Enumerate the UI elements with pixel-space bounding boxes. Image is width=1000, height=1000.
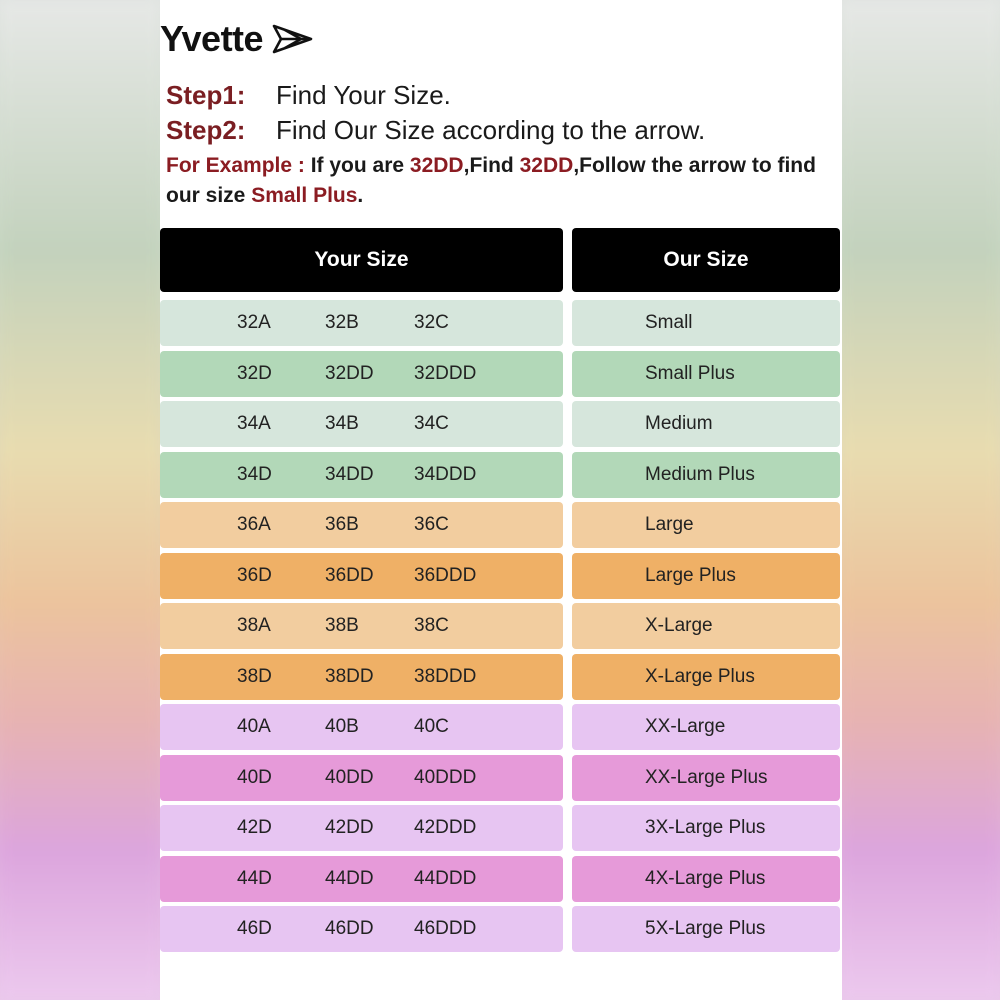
example-prefix: For Example : [166, 154, 305, 177]
our-size-cell: Small Plus [572, 351, 840, 397]
your-size-value: 40B [325, 716, 359, 737]
example-part: If you are [304, 154, 410, 177]
step-2-text: Find Our Size according to the arrow. [276, 115, 706, 145]
your-size-value: 32B [325, 312, 359, 333]
our-size-cell: Small [572, 300, 840, 346]
your-size-value: 46DD [325, 918, 374, 939]
your-size-value: 34A [237, 413, 271, 434]
your-size-value: 40DD [325, 767, 374, 788]
example-part: ,Find [463, 154, 520, 177]
header-our-size: Our Size [572, 228, 840, 292]
your-size-value: 38DD [325, 666, 374, 687]
table-row [160, 300, 842, 346]
your-size-cell [160, 603, 563, 649]
your-size-value: 34DDD [414, 464, 477, 485]
your-size-value: 36B [325, 514, 359, 535]
your-size-value: 38DDD [414, 666, 477, 687]
your-size-cell [160, 502, 563, 548]
table-row [160, 502, 842, 548]
your-size-value: 32A [237, 312, 271, 333]
your-size-value: 36DD [325, 565, 374, 586]
our-size-cell: X-Large Plus [572, 654, 840, 700]
brand [160, 14, 317, 64]
your-size-value: 40C [414, 716, 449, 737]
your-size-value: 36D [237, 565, 272, 586]
your-size-cell [160, 300, 563, 346]
your-size-cell [160, 906, 563, 952]
our-size-cell: Large [572, 502, 840, 548]
step-1-label: Step1: [166, 80, 246, 110]
example-size-1: 32DD [409, 154, 464, 177]
your-size-value: 34DD [325, 464, 374, 485]
your-size-value: 32C [414, 312, 449, 333]
your-size-value: 36C [414, 514, 449, 535]
your-size-value: 34D [237, 464, 272, 485]
step-1-text: Find Your Size. [276, 80, 451, 110]
your-size-value: 38A [237, 615, 271, 636]
brand-name: Yvette [160, 18, 264, 59]
table-row [160, 704, 842, 750]
your-size-value: 38C [414, 615, 449, 636]
step-1 [166, 78, 451, 112]
arrow-logo-icon [271, 22, 317, 56]
example-size-2: 32DD [519, 154, 574, 177]
your-size-cell [160, 351, 563, 397]
your-size-value: 34B [325, 413, 359, 434]
your-size-value: 32D [237, 363, 272, 384]
your-size-value: 36A [237, 514, 271, 535]
your-size-cell [160, 805, 563, 851]
your-size-cell [160, 654, 563, 700]
your-size-value: 46DDD [414, 918, 477, 939]
our-size-cell: X-Large [572, 603, 840, 649]
your-size-value: 36DDD [414, 565, 477, 586]
our-size-cell: 4X-Large Plus [572, 856, 840, 902]
header-your-size: Your Size [160, 228, 563, 292]
size-chart-card [160, 0, 842, 1000]
your-size-value: 32DDD [414, 363, 477, 384]
your-size-value: 44D [237, 868, 272, 889]
your-size-cell [160, 452, 563, 498]
your-size-value: 32DD [325, 363, 374, 384]
your-size-value: 42DD [325, 817, 374, 838]
table-row [160, 603, 842, 649]
table-row [160, 351, 842, 397]
your-size-value: 40DDD [414, 767, 477, 788]
your-size-value: 42DDD [414, 817, 477, 838]
our-size-cell: Large Plus [572, 553, 840, 599]
example-result: Small Plus [251, 184, 358, 207]
your-size-value: 42D [237, 817, 272, 838]
our-size-cell: Medium Plus [572, 452, 840, 498]
your-size-value: 38D [237, 666, 272, 687]
step-2 [166, 113, 705, 147]
table-row [160, 856, 842, 902]
table-row [160, 805, 842, 851]
your-size-value: 44DDD [414, 868, 477, 889]
your-size-cell [160, 704, 563, 750]
your-size-value: 44DD [325, 868, 374, 889]
table-row [160, 654, 842, 700]
our-size-cell: 5X-Large Plus [572, 906, 840, 952]
your-size-cell [160, 755, 563, 801]
your-size-value: 34C [414, 413, 449, 434]
example-part: . [357, 184, 364, 207]
example-text [166, 151, 838, 211]
table-row [160, 401, 842, 447]
your-size-cell [160, 856, 563, 902]
your-size-value: 40D [237, 767, 272, 788]
step-2-label: Step2: [166, 115, 246, 145]
our-size-cell: Medium [572, 401, 840, 447]
your-size-value: 38B [325, 615, 359, 636]
our-size-cell: XX-Large [572, 704, 840, 750]
table-row [160, 452, 842, 498]
your-size-cell [160, 401, 563, 447]
your-size-cell [160, 553, 563, 599]
example-part: ,Follow the arrow to find our size [166, 154, 816, 207]
table-row [160, 906, 842, 952]
background-left [0, 0, 160, 1000]
your-size-value: 46D [237, 918, 272, 939]
table-row [160, 755, 842, 801]
our-size-cell: XX-Large Plus [572, 755, 840, 801]
your-size-value: 40A [237, 716, 271, 737]
our-size-cell: 3X-Large Plus [572, 805, 840, 851]
background-right [840, 0, 1000, 1000]
table-row [160, 553, 842, 599]
